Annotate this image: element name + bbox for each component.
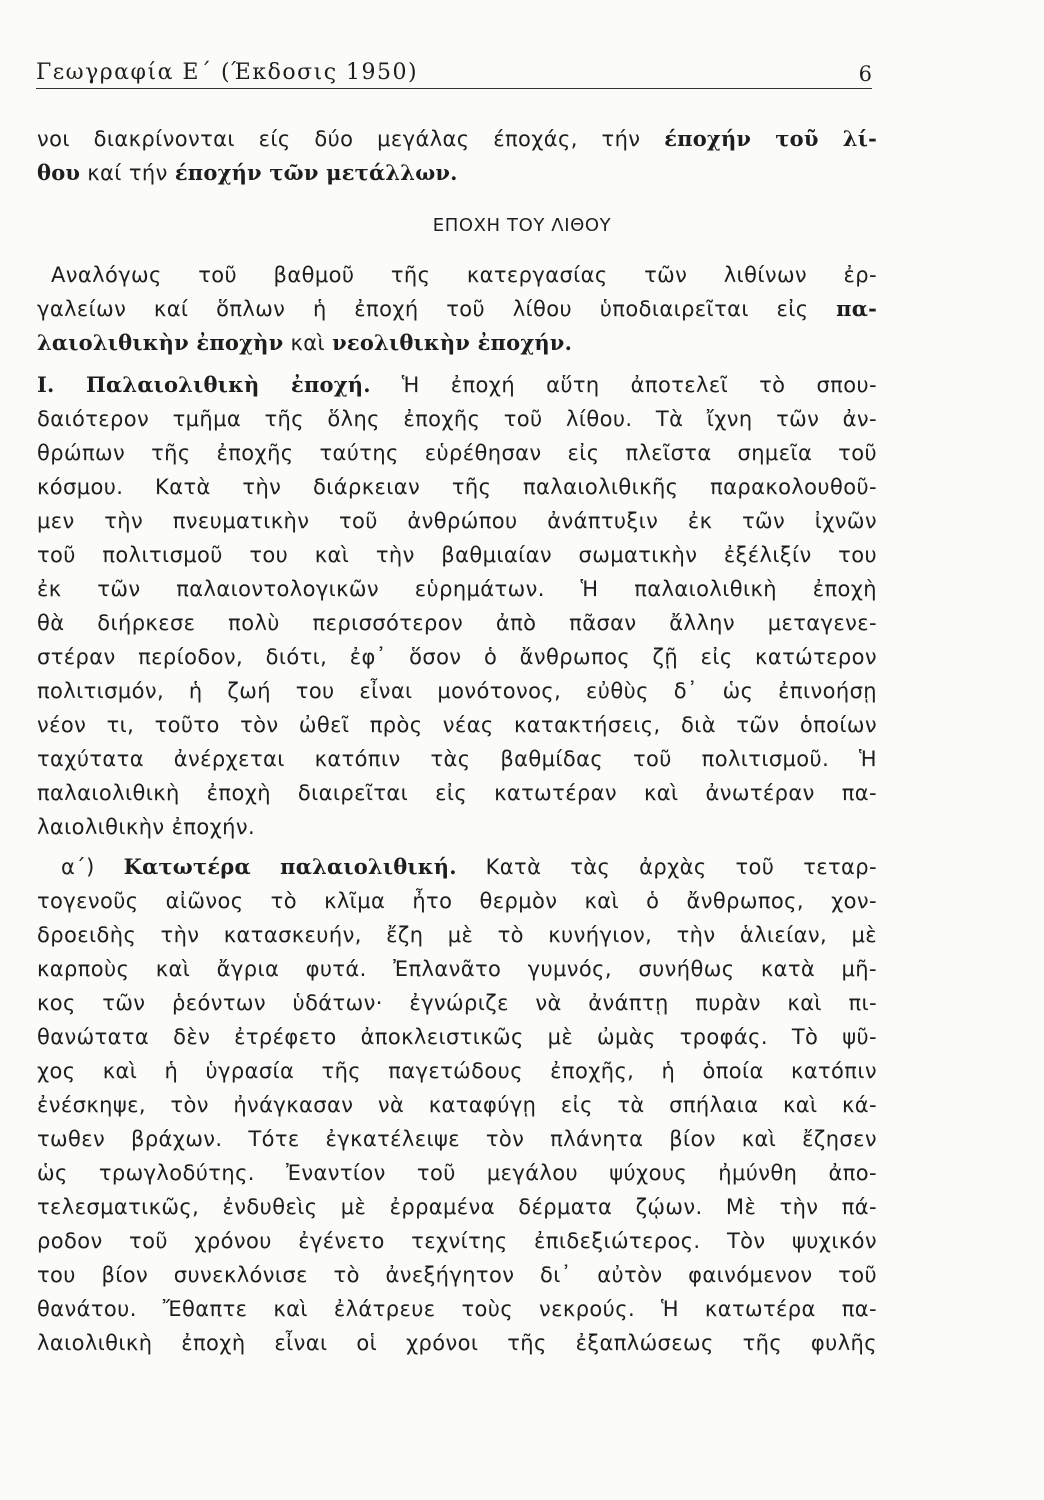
text-line: ἐνέσκηψε, τὸν ἠνάγκασαν νὰ καταφύγῃ εἰς τὰ σπήλαια καὶ κά-	[37, 1093, 877, 1117]
text-line: πολιτισμόν, ἡ ζωή του εἶναι μονότονος, εὐθὺς δ᾽ ὡς ἐπινοήσῃ	[37, 679, 877, 703]
bold-term: νεολιθικὴν ἐποχήν.	[332, 330, 573, 355]
text-line: θὰ διήρκεσε πολὺ περισσότερον ἀπὸ πᾶσαν ἄλλην μεταγενε-	[37, 611, 877, 635]
text-line: λαιολιθικὴ ἐποχὴ εἶναι οἱ χρόνοι τῆς ἐξαπλώσεως τῆς φυλῆς	[37, 1331, 877, 1355]
text-line: Αναλόγως τοῦ βαθμοῦ τῆς κατεργασίας τῶν λιθίνων ἐρ-	[51, 263, 877, 287]
text-run: Κατὰ τὰς ἀρχὰς τοῦ τεταρ-	[485, 855, 877, 879]
subsection-heading: Κατωτέρα παλαιολιθική.	[123, 854, 457, 879]
text-line: δαιότερον τμῆμα τῆς ὅλης ἐποχῆς τοῦ λίθου. Τὰ ἴχνη τῶν ἀν-	[37, 407, 877, 431]
text-line: τογενοῦς αἰῶνος τὸ κλῖμα ἦτο θερμὸν καὶ ὁ ἄνθρωπος, χον-	[37, 889, 877, 913]
text-line: λαιολιθικὴν ἐποχήν.	[37, 815, 256, 839]
text-line: θρώπων τῆς ἐποχῆς ταύτης εὑρέθησαν εἰς πλεῖστα σημεῖα τοῦ	[37, 441, 877, 465]
text-line: ταχύτατα ἀνέρχεται κατόπιν τὰς βαθμίδας τοῦ πολιτισμοῦ. Ἡ	[37, 747, 877, 771]
section-heading: ΕΠΟΧΗ ΤΟΥ ΛΙΘΟΥ	[432, 215, 612, 236]
text-run: καί τήν	[87, 161, 168, 185]
bold-term: πα-	[836, 296, 877, 321]
text-line: στέραν περίοδον, διότι, ἐφ᾽ ὅσον ὁ ἄνθρωπος ζῇ εἰς κατώτερον	[37, 645, 877, 669]
text-line: κόσμου. Κατὰ τὴν διάρκειαν τῆς παλαιολιθικῆς παρακολουθοῦ-	[37, 475, 877, 499]
text-line: ὡς τρωγλοδύτης. Ἐναντίον τοῦ μεγάλου ψύχους ἠμύνθη ἀπο-	[37, 1161, 877, 1185]
text-line: νέον τι, τοῦτο τὸν ὠθεῖ πρὸς νέας κατακτήσεις, διὰ τῶν ὁποίων	[37, 713, 877, 737]
text-line: θανάτου. Ἔθαπτε καὶ ἐλάτρευε τοὺς νεκρούς. Ἡ κατωτέρα πα-	[37, 1297, 877, 1321]
text-line: χος καὶ ἡ ὑγρασία τῆς παγετώδους ἐποχῆς, ἡ ὁποία κατόπιν	[37, 1059, 877, 1083]
bold-term: λαιολιθικὴν ἐποχὴν	[37, 330, 284, 355]
text-line	[37, 122, 877, 156]
bold-term: έποχήν τῶν μετάλλων.	[174, 160, 458, 185]
subsection-heading: I. Παλαιολιθικὴ ἐποχή.	[37, 372, 371, 397]
running-head-title: Γεωγραφία Ε΄ (Έκδοσις 1950)	[36, 60, 419, 85]
text-line	[37, 292, 877, 326]
page-number: 6	[858, 62, 872, 86]
text-line: καρποὺς καὶ ἄγρια φυτά. Ἐπλανᾶτο γυμνός, συνήθως κατὰ μῆ-	[37, 957, 877, 981]
text-line: θανώτατα δὲν ἐτρέφετο ἀποκλειστικῶς μὲ ὠμὰς τροφάς. Τὸ ψῦ-	[37, 1025, 877, 1049]
text-line	[37, 850, 877, 884]
text-line: παλαιολιθικὴ ἐποχὴ διαιρεῖται εἰς κατωτέραν καὶ ἀνωτέραν πα-	[37, 781, 877, 805]
bold-term: θου	[37, 160, 81, 185]
text-line: τελεσματικῶς, ἐνδυθεὶς μὲ ἐρραμένα δέρματα ζῴων. Μὲ τὴν πά-	[37, 1195, 877, 1219]
text-run: Ἡ ἐποχή αὕτη ἀποτελεῖ τὸ σπου-	[401, 373, 877, 397]
text-line: τωθεν βράχων. Τότε ἐγκατέλειψε τὸν πλάνητα βίον καὶ ἔζησεν	[37, 1127, 877, 1151]
text-line: ροδον τοῦ χρόνου ἐγένετο τεχνίτης ἐπιδεξιώτερος. Τὸν ψυχικόν	[37, 1229, 877, 1253]
text-line	[37, 368, 877, 402]
text-line: κος τῶν ῥεόντων ὑδάτων· ἐγνώριζε νὰ ἀνάπτῃ πυρὰν καὶ πι-	[37, 991, 877, 1015]
list-marker: α΄)	[61, 855, 95, 879]
text-line: τοῦ πολιτισμοῦ του καὶ τὴν βαθμιαίαν σωματικὴν ἐξέλιξίν του	[37, 543, 877, 567]
text-run: καὶ	[290, 331, 326, 355]
text-line: δροειδὴς τὴν κατασκευήν, ἔζη μὲ τὸ κυνήγιον, τὴν ἁλιείαν, μὲ	[37, 923, 877, 947]
bold-term: έποχήν τοῦ λί-	[664, 126, 878, 151]
text-line: μεν τὴν πνευματικὴν τοῦ ἀνθρώπου ἀνάπτυξιν ἐκ τῶν ἰχνῶν	[37, 509, 877, 533]
text-line: του βίον συνεκλόνισε τὸ ἀνεξήγητον δι᾽ αὐτὸν φαινόμενον τοῦ	[37, 1263, 877, 1287]
header-rule	[36, 88, 872, 89]
text-run: νοι διακρίνονται είς δύο μεγάλας έποχάς, τήν	[37, 127, 641, 151]
text-line	[37, 156, 877, 190]
running-head	[36, 52, 872, 86]
text-line: ἐκ τῶν παλαιοντολογικῶν εὑρημάτων. Ἡ παλαιολιθικὴ ἐποχὴ	[37, 577, 877, 601]
text-run: γαλείων καί ὅπλων ἡ ἐποχή τοῦ λίθου ὑποδιαιρεῖται εἰς	[37, 297, 809, 321]
text-line	[37, 326, 877, 360]
